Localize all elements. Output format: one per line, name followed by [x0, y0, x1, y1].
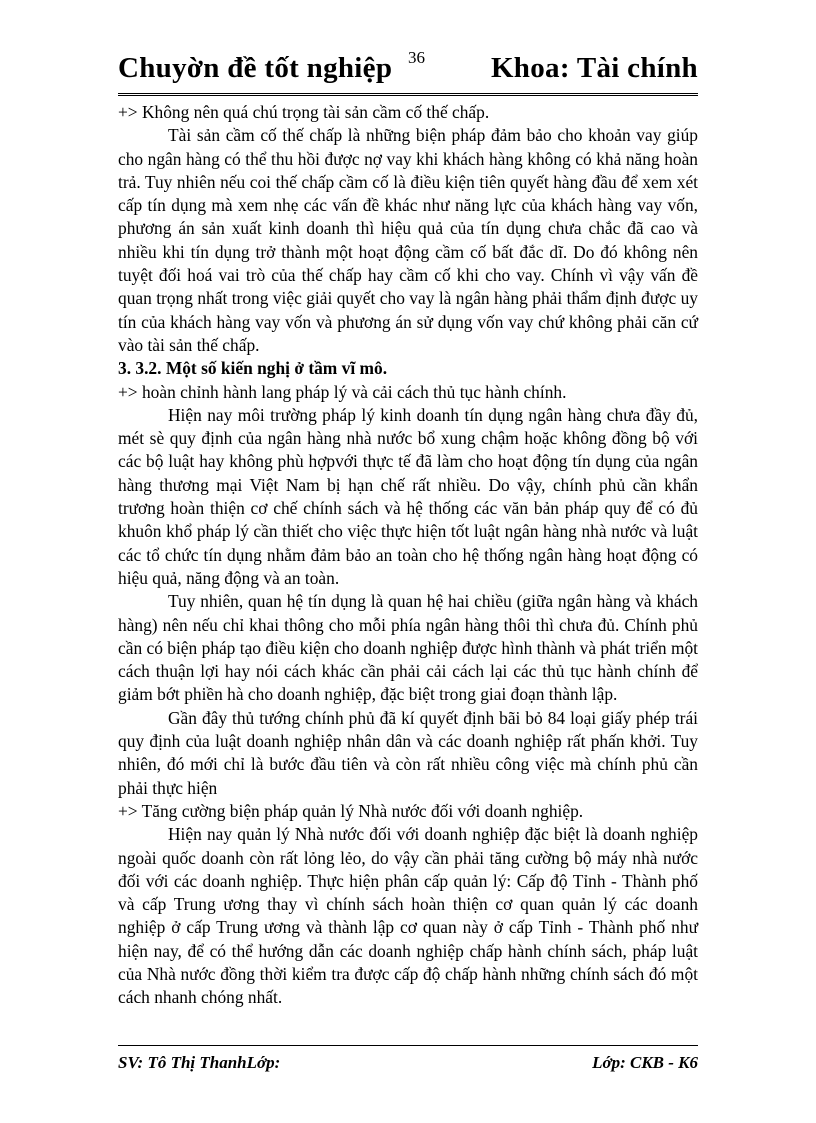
bullet-legal-reform: +> hoàn chỉnh hành lang pháp lý và cải cách thủ tục hành chính. [118, 381, 567, 402]
bullet-state-management: +> Tăng cường biện pháp quản lý Nhà nước đối với doanh nghiệp. [118, 800, 584, 821]
paragraph-state-management: Hiện nay quản lý Nhà nước đối với doanh nghiệp đặc biệt là doanh nghiệp ngoài quốc doanh còn rất lỏng lẻo, do vậy cần phải tăng cường bộ máy nhà nước đối với các doanh nghiệp. Thực hiện phân cấp quản lý: Cấp độ Tỉnh - Thành phố và cấp Trung ương thay vì chính sách hoàn thiện cơ quan quản lý các doanh nghiệp ở cấp Trung ương và thành lập cơ quan này ở cấp Tỉnh - Thành phố như hiện nay, để có thể hướng dẫn các doanh nghiệp chấp hành chính sách, pháp luật của Nhà nước đồng thời kiểm tra được cấp độ chấp hành những chính sách đó một cách nhanh chóng nhất. [118, 824, 698, 1008]
footer-student: SV: Tô Thị ThanhLớp: [118, 1053, 281, 1072]
paragraph-two-way-relationship: Tuy nhiên, quan hệ tín dụng là quan hệ hai chiều (giữa ngân hàng và khách hàng) nên nếu chỉ khai thông cho mỗi phía ngân hàng thôi thì chưa đủ. Chính phủ cần có biện pháp tạo điều kiện cho doanh nghiệp được hình thành và phát triển một cách thuận lợi hay nói cách khác cần phải cải cách lại các thủ tục hành chính để giảm bớt phiền hà cho doanh nghiệp, đặc biệt trong giai đoạn thành lập. [118, 591, 698, 705]
footer-divider [118, 1045, 698, 1046]
header-document-title: Chuyờn đề tốt nghiệp [118, 52, 393, 84]
header-faculty: Khoa: Tài chính [490, 52, 698, 84]
footer-class: Lớp: CKB - K6 [592, 1053, 698, 1072]
section-heading: 3. 3.2. Một số kiến nghị ở tầm vĩ mô. [118, 358, 388, 379]
page-number: 36 [408, 48, 425, 67]
document-body [118, 101, 698, 1010]
bullet-collateral: +> Không nên quá chú trọng tài sản cầm cố thế chấp. [118, 102, 490, 122]
page-header [118, 48, 698, 90]
paragraph-license-abolition: Gần đây thủ tướng chính phủ đã kí quyết định bãi bỏ 84 loại giấy phép trái quy định của luật doanh nghiệp nhân dân và các doanh nghiệp rất phấn khởi. Tuy nhiên, đó mới chỉ là bước đầu tiên và còn rất nhiều công việc mà chính phủ cần phải thực hiện [118, 707, 698, 798]
paragraph-legal-environment: Hiện nay môi trường pháp lý kinh doanh tín dụng ngân hàng chưa đầy đủ, mét sè quy định của ngân hàng nhà nước bổ xung chậm hoặc không đồng bộ với các bộ luật hay không phù hợpvới thực tế đã làm cho hoạt động tín dụng của ngân hàng thương mại Việt Nam bị hạn chế rất nhiều. Do vậy, chính phủ cần khẩn trương hoàn thiện cơ chế chính sách và hệ thống các văn bản pháp quy để có đủ khuôn khổ pháp lý cần thiết cho việc thực hiện tốt luật ngân hàng nhà nước và luật các tổ chức tín dụng nhằm đảm bảo an toàn cho hệ thống ngân hàng hoạt động có hiệu quả, năng động và an toàn. [118, 404, 698, 588]
header-divider [118, 93, 698, 96]
paragraph-collateral: Tài sản cầm cố thế chấp là những biện pháp đảm bảo cho khoản vay giúp cho ngân hàng có thể thu hồi được nợ vay khi khách hàng không có khả năng hoàn trả. Tuy nhiên nếu coi thế chấp cầm cố là điều kiện tiên quyết hàng đầu để xem xét cấp tín dụng mà xem nhẹ các vấn đề khác như năng lực của khách hàng vay vốn, phương án sản xuất kinh doanh thì hiệu quả của tín dụng chưa chắc đã cao và nhiều khi tín dụng trở thành một hoạt động cầm cố bất đắc dĩ. Do đó không nên tuyệt đối hoá vai trò của thế chấp hay cầm cố khi cho vay. Chính vì vậy vấn đề quan trọng nhất trong việc giải quyết cho vay là ngân hàng phải thẩm định được uy tín của khách hàng vay vốn và phương án sử dụng vốn vay chứ không phải căn cứ vào tài sản thế chấp. [118, 125, 698, 355]
